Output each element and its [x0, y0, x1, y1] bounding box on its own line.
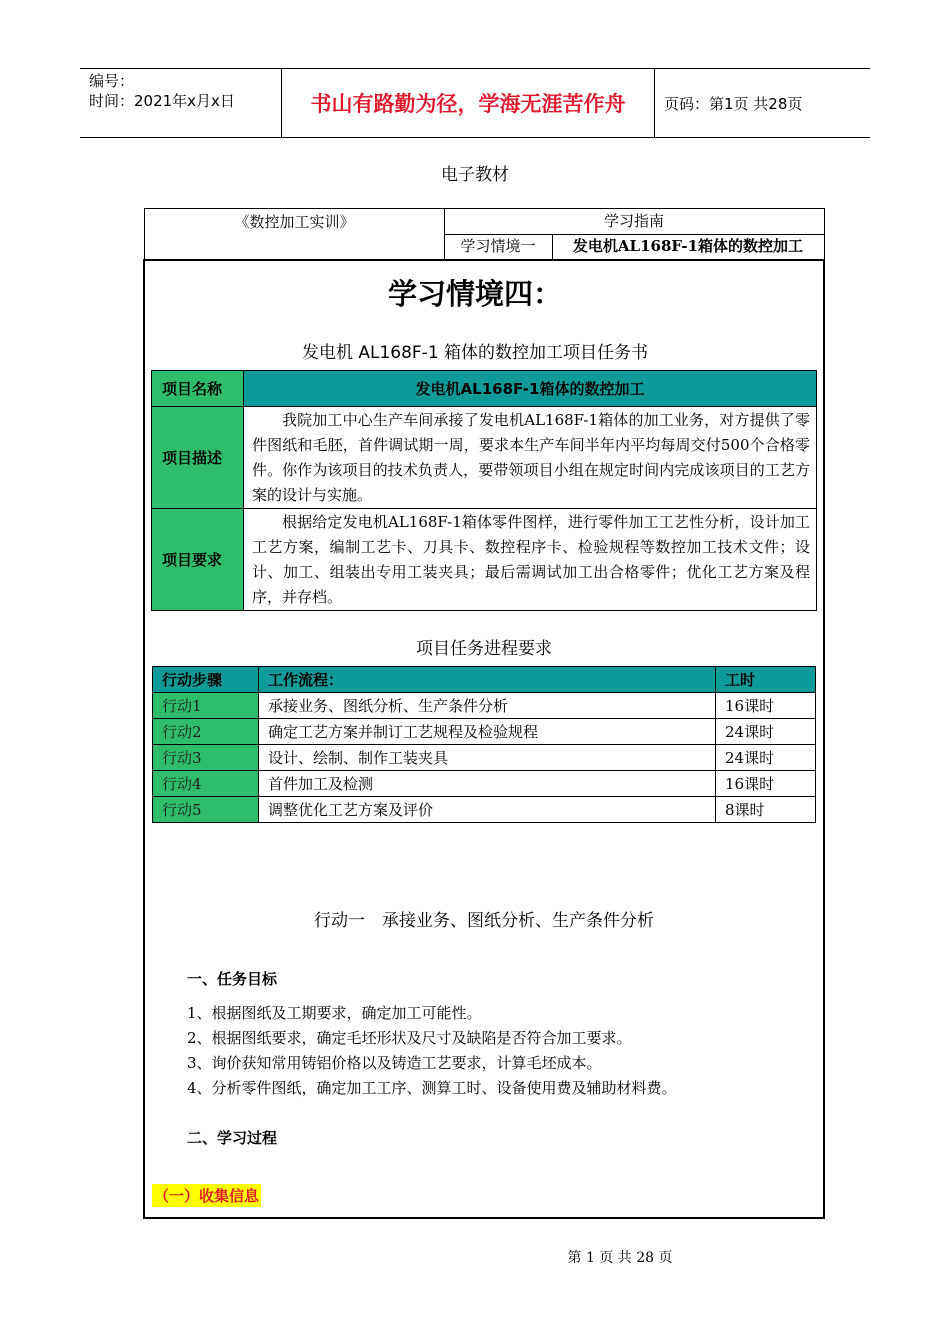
task-step: 行动4 — [153, 771, 259, 797]
task-book-title: 发电机 AL168F-1 箱体的数控加工项目任务书 — [301, 343, 649, 363]
serial-label: 编号： — [89, 72, 135, 90]
progress-title: 项目任务进程要求 — [416, 639, 552, 659]
project-name-row — [152, 371, 817, 407]
task-hours: 24课时 — [716, 745, 816, 771]
action1-title: 行动一 承接业务、图纸分析、生产条件分析 — [314, 911, 654, 931]
project-name-value: 发电机AL168F-1箱体的数控加工 — [244, 371, 817, 407]
project-req-label: 项目要求 — [152, 509, 244, 611]
header-meta — [80, 69, 282, 137]
project-desc-label: 项目描述 — [152, 407, 244, 509]
section2-title: 二、学习过程 — [187, 1129, 278, 1147]
task-hours: 16课时 — [716, 693, 816, 719]
task-flow: 设计、绘制、制作工装夹具 — [259, 745, 716, 771]
tasks-header-row — [153, 667, 816, 693]
page-header — [80, 68, 870, 138]
goal-item: 4、分析零件图纸，确定加工工序、测算工时、设备使用费及辅助材料费。 — [187, 1079, 677, 1097]
task-hours: 8课时 — [716, 797, 816, 823]
course-guide: 学习指南 — [444, 209, 824, 235]
task-step: 行动1 — [153, 693, 259, 719]
task-hours: 16课时 — [716, 771, 816, 797]
goal-item: 1、根据图纸及工期要求，确定加工可能性。 — [187, 1004, 482, 1022]
situation-label: 学习情境一 — [444, 234, 553, 259]
task-flow: 承接业务、图纸分析、生产条件分析 — [259, 693, 716, 719]
task-step: 行动5 — [153, 797, 259, 823]
task-hours: 24课时 — [716, 719, 816, 745]
page-footer: 第 1 页 共 28 页 — [567, 1250, 673, 1266]
project-name-label: 项目名称 — [152, 371, 244, 407]
goal-item: 3、询价获知常用铸铝价格以及铸造工艺要求，计算毛坯成本。 — [187, 1054, 602, 1072]
course-table — [144, 208, 825, 260]
table-row — [153, 797, 816, 823]
task-flow: 首件加工及检测 — [259, 771, 716, 797]
course-name: 《数控加工实训》 — [145, 209, 445, 259]
table-row — [153, 719, 816, 745]
header-page-label: 页码：第1页 共28页 — [664, 94, 803, 113]
project-desc-text: 我院加工中心生产车间承接了发电机AL168F-1箱体的加工业务，对方提供了零件图纸和毛胚，首件调试期一周，要求本生产车间半年内平均每周交付500个合格零件。你作为该项目的技术负责人，要带领项目小组在规定时间内完成该项目的工艺方案的设计与实施。 — [244, 407, 817, 509]
collect-info-label: （一）收集信息 — [152, 1184, 261, 1207]
table-row — [153, 745, 816, 771]
project-desc-row — [152, 407, 817, 509]
table-row — [153, 771, 816, 797]
doc-title: 电子教材 — [441, 165, 509, 185]
task-flow: 确定工艺方案并制订工艺规程及检验规程 — [259, 719, 716, 745]
section1-title: 一、任务目标 — [187, 970, 278, 988]
task-step: 行动3 — [153, 745, 259, 771]
header-motto: 书山有路勤为径，学海无涯苦作舟 — [282, 69, 655, 137]
table-row — [153, 693, 816, 719]
task-flow: 调整优化工艺方案及评价 — [259, 797, 716, 823]
tasks-header-hours: 工时 — [716, 667, 816, 693]
project-req-text: 根据给定发电机AL168F-1箱体零件图样，进行零件加工工艺性分析，设计加工工艺方案，编制工艺卡、刀具卡、数控程序卡、检验规程等数控加工技术文件；设计、加工、组装出专用工装夹具；最后需调试加工出合格零件；优化工艺方案及程序，并存档。 — [244, 509, 817, 611]
situation-heading: 学习情境四： — [387, 277, 562, 311]
situation-name: 发电机AL168F-1箱体的数控加工 — [572, 237, 804, 255]
time-label: 时间：2021年x月x日 — [89, 92, 235, 110]
project-table — [151, 370, 817, 611]
project-req-row — [152, 509, 817, 611]
tasks-header-step: 行动步骤 — [153, 667, 259, 693]
tasks-header-flow: 工作流程： — [259, 667, 716, 693]
tasks-table — [152, 666, 816, 823]
goal-item: 2、根据图纸要求，确定毛坯形状及尺寸及缺陷是否符合加工要求。 — [187, 1029, 632, 1047]
task-step: 行动2 — [153, 719, 259, 745]
